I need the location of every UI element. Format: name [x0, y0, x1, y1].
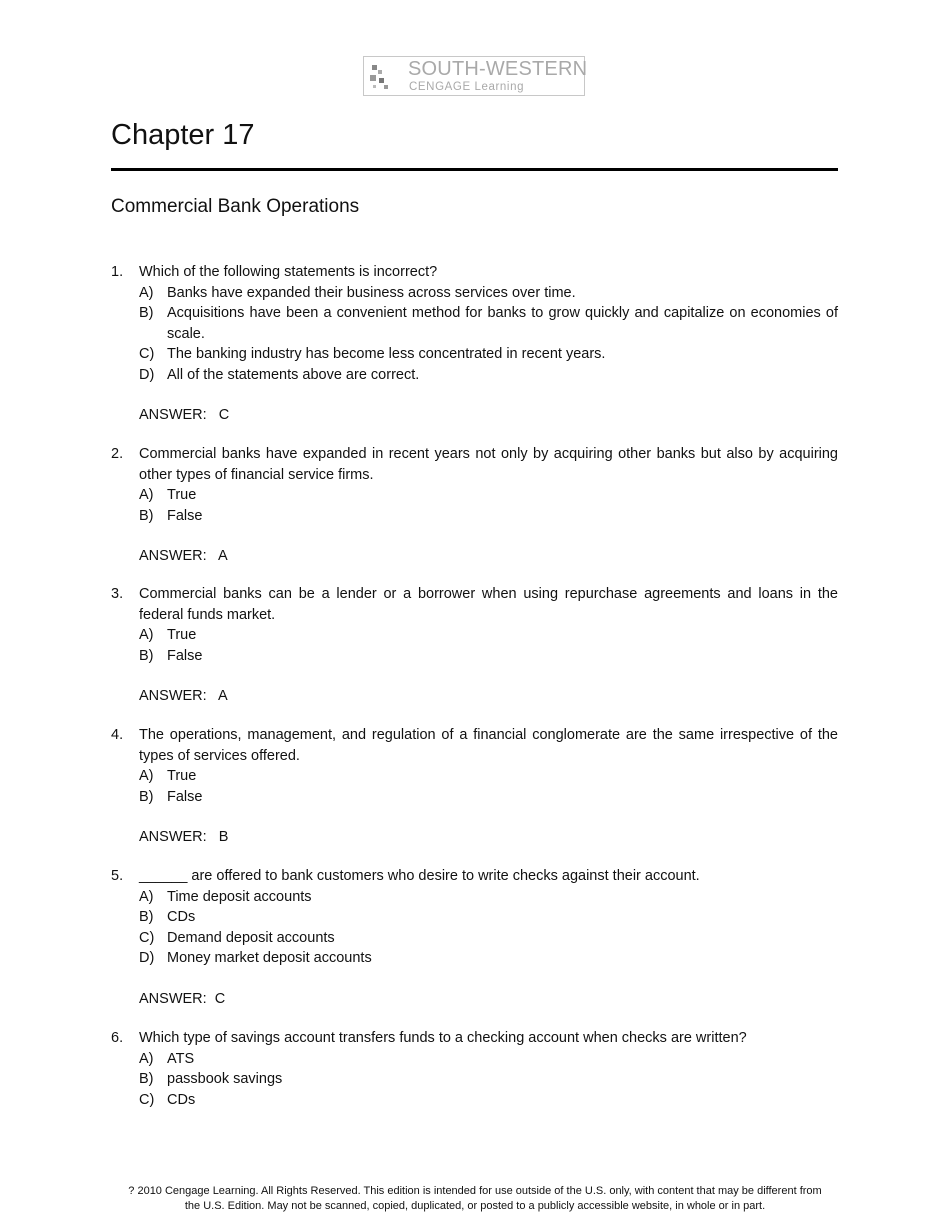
option-letter: B): [139, 507, 154, 524]
question-text: Commercial banks have expanded in recent years not only by acquiring other banks but also by acquiring other types of financial service firms.: [139, 446, 838, 483]
answer-key: ANSWER: A: [139, 688, 228, 704]
option-text: Money market deposit accounts: [167, 950, 372, 966]
option-letter: A): [139, 627, 154, 643]
option-text: The banking industry has become less concentrated in recent years.: [167, 346, 606, 362]
option-letter: D): [139, 366, 155, 383]
question-text: Which of the following statements is incorrect?: [139, 264, 438, 280]
option-letter: D): [139, 950, 155, 966]
option-letter: A): [139, 888, 154, 905]
question-text: ______ are offered to bank customers who desire to write checks against their account.: [139, 868, 700, 884]
option-text: Demand deposit accounts: [167, 929, 335, 946]
question-3: [111, 584, 838, 707]
option-a: [139, 625, 838, 646]
answer-key: ANSWER: A: [139, 548, 228, 564]
option-text: False: [167, 788, 203, 805]
option-letter: C): [139, 1091, 155, 1108]
option-text: ATS: [167, 1050, 195, 1067]
answer-key: ANSWER: C: [139, 990, 226, 1007]
option-text: CDs: [167, 1091, 196, 1108]
option-letter: B): [139, 1071, 154, 1087]
option-b: [139, 646, 838, 667]
option-a: [139, 887, 838, 908]
option-text: Acquisitions have been a convenient method for banks to grow quickly and capitalize on economies of scale.: [167, 305, 838, 342]
question-number: 4.: [111, 727, 124, 743]
section-title: Commercial Bank Operations: [111, 196, 360, 217]
option-c: [139, 344, 838, 365]
option-d: [139, 948, 838, 969]
footer-line-1: ? 2010 Cengage Learning. All Rights Reserved. This edition is intended for use outside of the U.S. only, with content that may be different from: [128, 1185, 822, 1197]
option-b: [139, 506, 838, 527]
option-text: Banks have expanded their business across services over time.: [167, 284, 576, 301]
option-a: [139, 1049, 838, 1070]
option-b: [139, 787, 838, 808]
option-text: CDs: [167, 909, 196, 925]
question-number: 2.: [111, 446, 124, 462]
footer-line-2: the U.S. Edition. May not be scanned, copied, duplicated, or posted to a publicly accessible website, in whole or in part.: [184, 1200, 766, 1212]
option-letter: A): [139, 1050, 154, 1067]
question-number: 6.: [111, 1030, 124, 1046]
option-b: [139, 303, 838, 344]
answer-key: ANSWER: C: [139, 407, 230, 423]
option-text: False: [167, 647, 203, 664]
option-text: True: [167, 487, 197, 503]
question-6: [111, 1028, 838, 1110]
title-divider: [111, 168, 838, 171]
option-text: True: [167, 627, 197, 643]
option-text: Time deposit accounts: [167, 888, 312, 905]
option-letter: A): [139, 487, 154, 503]
option-letter: C): [139, 929, 155, 946]
option-letter: B): [139, 788, 154, 805]
question-text: Commercial banks can be a lender or a borrower when using repurchase agreements and loans in the federal funds market.: [139, 586, 838, 623]
logo-mark-icon: [368, 61, 404, 93]
option-text: passbook savings: [167, 1071, 283, 1087]
chapter-title: Chapter 17: [111, 119, 255, 151]
option-a: [139, 485, 838, 506]
question-number: 1.: [111, 264, 124, 280]
option-letter: B): [139, 305, 154, 321]
copyright-footer: [100, 1184, 850, 1214]
question-1: [111, 262, 838, 426]
option-b: [139, 1069, 838, 1090]
question-number: 5.: [111, 868, 124, 884]
option-a: [139, 283, 838, 304]
option-c: [139, 928, 838, 949]
option-d: [139, 365, 838, 386]
option-c: [139, 1090, 838, 1111]
publisher-logo: [363, 56, 588, 96]
logo-line2: CENGAGE Learning: [409, 81, 525, 93]
option-letter: A): [139, 284, 154, 301]
question-text: Which type of savings account transfers funds to a checking account when checks are written?: [139, 1030, 747, 1046]
logo-line1: SOUTH-WESTERN: [408, 58, 588, 80]
option-text: True: [167, 768, 197, 784]
question-4: [111, 725, 838, 848]
option-b: [139, 907, 838, 928]
option-a: [139, 766, 838, 787]
option-letter: B): [139, 647, 154, 664]
option-letter: B): [139, 909, 154, 925]
question-number: 3.: [111, 586, 124, 602]
question-text: The operations, management, and regulation of a financial conglomerate are the same irrespective of the types of services offered.: [139, 727, 838, 764]
option-text: False: [167, 507, 203, 524]
answer-key: ANSWER: B: [139, 829, 229, 845]
question-5: [111, 866, 838, 1009]
option-letter: C): [139, 346, 155, 362]
option-letter: A): [139, 768, 154, 784]
question-2: [111, 444, 838, 567]
option-text: All of the statements above are correct.: [167, 366, 420, 383]
